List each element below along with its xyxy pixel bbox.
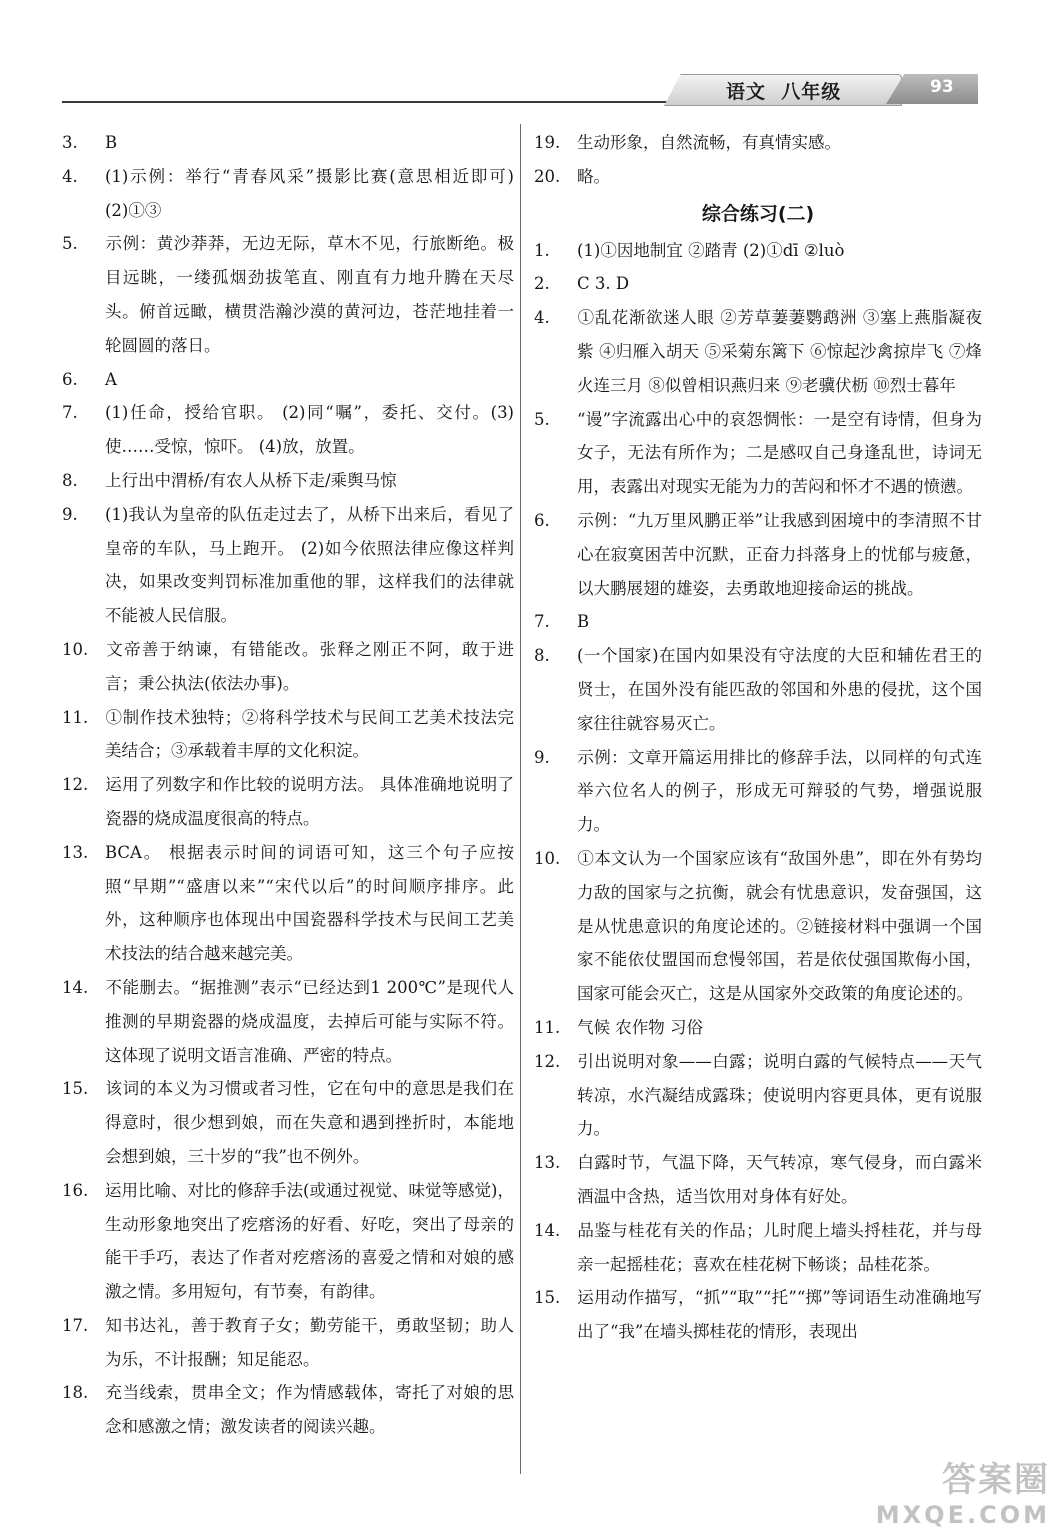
answer-item [534,1214,982,1282]
answer-item [62,1376,514,1444]
answer-item [62,126,514,160]
answer-number: 6. [62,369,78,389]
column-divider [520,124,521,1474]
answer-number: 9. [62,504,78,524]
answer-number: 4. [62,166,78,186]
watermark-bottom-text: MXQE.COM [875,1501,1050,1529]
answer-item [534,234,982,268]
answer-text: (1)①因地制宜 ②踏青 (2)①dī ②luò [577,240,845,260]
answer-number: 9. [534,747,550,767]
answer-item [534,842,982,1011]
answer-number: 17. [62,1315,89,1335]
answer-text: ①制作技术独特；②将科学技术与民间工艺美术技法完美结合；③承载着丰厚的文化积淀。 [105,707,514,761]
answer-item [534,267,982,301]
answer-text: 该词的本义为习惯或者习性，它在句中的意思是我们在得意时，很少想到娘，而在失意和遇到挫折时，本能地会想到娘，三十岁的“我”也不例外。 [105,1079,514,1166]
answer-text: 文帝善于纳谏，有错能改。张释之刚正不阿，敢于进言；秉公执法(依法办事)。 [105,639,514,693]
answer-number: 10. [62,639,89,659]
answer-text: B [105,133,118,152]
answer-text: (1)我认为皇帝的队伍走过去了，从桥下出来后，看见了皇帝的车队，马上跑开。 (2)如今依照法律应像这样判决，如果改变判罚标准加重他的罪，这样我们的法律就不能被人民信服。 [105,504,514,626]
answer-item [62,971,514,1072]
answer-item [62,1072,514,1173]
answer-text: C 3. D [577,274,630,294]
answer-item [62,1309,514,1377]
answer-number: 8. [534,646,550,666]
answer-text: 上行出中渭桥/有农人从桥下走/乘舆马惊 [105,470,397,490]
answer-text: BCA。 根据表示时间的词语可知，这三个句子应按照“早期”“盛唐以来”“宋代以后”的时间顺序排序。此外，这种顺序也体现出中国瓷器科学技术与民间工艺美术技法的结合越来越完美。 [105,842,514,964]
answer-item [534,1045,982,1146]
answer-item [62,633,514,701]
answer-text: 气候 农作物 习俗 [577,1017,703,1037]
answer-item [534,126,982,160]
answer-item [534,160,982,194]
answer-text: 示例：文章开篇运用排比的修辞手法，以同样的句式连举六位名人的例子，形成无可辩驳的气势，增强说服力。 [577,747,982,835]
answer-text: “谩”字流露出心中的哀怨惆怅：一是空有诗情，但身为女子，无法有所作为；二是感叹自己身逢乱世，诗词无用，表露出对现实无能为力的苦闷和怀才不遇的愤懑。 [577,409,982,497]
watermark-top-text: 答案圈 [942,1460,1050,1500]
answer-text: 略。 [577,166,610,186]
answer-item [62,160,514,228]
answer-text: (1)示例：举行“青春风采”摄影比赛(意思相近即可) (2)①③ [105,166,514,220]
right-column [534,126,982,1349]
answer-number: 14. [534,1220,561,1240]
answer-text: 充当线索，贯串全文；作为情感载体，寄托了对娘的思念和感激之情；激发读者的阅读兴趣。 [105,1383,514,1437]
header-title: 语文 八年级 [726,81,842,103]
answer-text: 示例：黄沙莽莽，无边无际，草木不见，行旅断绝。极目远眺，一缕孤烟劲拔笔直、刚直有力地升腾在天尽头。俯首远瞰，横贯浩瀚沙漠的黄河边，苍茫地挂着一轮圆圆的落日。 [105,234,514,355]
answer-item [534,1146,982,1214]
answer-item [534,1011,982,1045]
answer-item [534,741,982,842]
answer-item [62,836,514,971]
answer-number: 6. [534,510,550,530]
answer-number: 5. [534,409,550,429]
answer-text: 生动形象，自然流畅，有真情实感。 [577,133,841,152]
answer-text: ①本文认为一个国家应该有“敌国外患”，即在外有势均力敌的国家与之抗衡，就会有忧患意识，发奋强国，这是从忧患意识的角度论述的。②链接材料中强调一个国家不能依仗盟国而怠慢邻国，若是依仗强国欺侮小国，国家可能会灭亡，这是从国家外交政策的角度论述的。 [577,848,982,1004]
header-rule [62,101,682,103]
answer-item [534,504,982,605]
answer-item [62,363,514,397]
answer-item [62,701,514,769]
answer-text: 不能删去。“据推测”表示“已经达到1 200℃”是现代人推测的早期瓷器的烧成温度，去掉后可能与实际不符。这体现了说明文语言准确、严密的特点。 [105,977,514,1065]
answer-item [62,464,514,498]
answer-number: 20. [534,166,561,186]
answer-number: 2. [534,274,550,294]
answer-number: 15. [534,1288,561,1308]
answer-number: 5. [62,234,78,254]
answer-text: B [577,612,590,632]
answer-number: 12. [62,775,89,795]
answer-item [534,301,982,402]
answer-number: 13. [534,1153,561,1173]
answer-number: 7. [534,612,550,632]
answer-number: 11. [62,707,89,727]
answer-item [62,396,514,464]
answer-number: 14. [62,977,89,997]
answer-text: ①乱花渐欲迷人眼 ②芳草萋萋鹦鹉洲 ③塞上燕脂凝夜紫 ④归雁入胡天 ⑤采菊东篱下 ⑥惊起沙禽掠岸飞 ⑦烽火连三月 ⑧似曾相识燕归来 ⑨老骥伏枥 ⑩烈士暮年 [577,308,982,395]
answer-number: 11. [534,1017,561,1037]
watermark-logo [875,1448,1050,1533]
answer-number: 1. [534,240,550,260]
answer-item [62,227,514,362]
answer-number: 10. [534,848,561,868]
answer-item [62,498,514,633]
answer-item [534,403,982,504]
answer-text: 运用了列数字和作比较的说明方法。 具体准确地说明了瓷器的烧成温度很高的特点。 [105,775,514,828]
answer-text: 引出说明对象——白露；说明白露的气候特点——天气转凉，水汽凝结成露珠；使说明内容更具体，更有说服力。 [577,1051,982,1139]
answer-item [534,605,982,639]
answer-text: A [105,369,117,389]
answer-number: 3. [62,133,78,152]
answer-text: 知书达礼，善于教育子女；勤劳能干，勇敢坚韧；助人为乐，不计报酬；知足能忍。 [105,1315,514,1369]
answer-text: 运用动作描写，“抓”“取”“托”“掷”等词语生动准确地写出了“我”在墙头掷桂花的情形，表现出 [577,1288,982,1342]
answer-number: 13. [62,842,89,862]
answer-number: 16. [62,1180,89,1200]
answer-text: (1)任命，授给官职。 (2)同“嘱”，委托、交付。(3)使……受惊，惊吓。 (4)放，放置。 [105,403,514,457]
answer-number: 18. [62,1383,89,1403]
answer-number: 4. [534,308,550,328]
answer-item [62,1174,514,1309]
answer-item [534,639,982,740]
answer-item [62,768,514,836]
answer-item [534,1281,982,1349]
left-column [62,126,514,1444]
section-title: 综合练习(二) [701,202,815,225]
answer-number: 8. [62,470,78,490]
answer-text: 示例：“九万里风鹏正举”让我感到困境中的李清照不甘心在寂寞困苦中沉默，正奋力抖落身上的忧郁与疲惫，以大鹏展翅的雄姿，去勇敢地迎接命运的挑战。 [577,510,982,598]
answer-number: 15. [62,1079,89,1099]
page-number: 93 [930,77,954,97]
answer-text: 品鉴与桂花有关的作品；儿时爬上墙头捋桂花，并与母亲一起摇桂花；喜欢在桂花树下畅谈；品桂花茶。 [577,1220,982,1274]
answer-number: 12. [534,1051,561,1071]
answer-text: 白露时节，气温下降，天气转凉，寒气侵身，而白露米酒温中含热，适当饮用对身体有好处。 [577,1153,982,1206]
answer-number: 19. [534,133,561,152]
answer-text: 运用比喻、对比的修辞手法(或通过视觉、味觉等感觉)，生动形象地突出了疙瘩汤的好看、好吃，突出了母亲的能干手巧，表达了作者对疙瘩汤的喜爱之情和对娘的感激之情。多用短句，有节奏，有韵律。 [105,1180,514,1302]
answer-number: 7. [62,403,78,423]
answer-text: (一个国家)在国内如果没有守法度的大臣和辅佐君王的贤士，在国外没有能匹敌的邻国和外患的侵扰，这个国家往往就容易灭亡。 [577,646,982,733]
